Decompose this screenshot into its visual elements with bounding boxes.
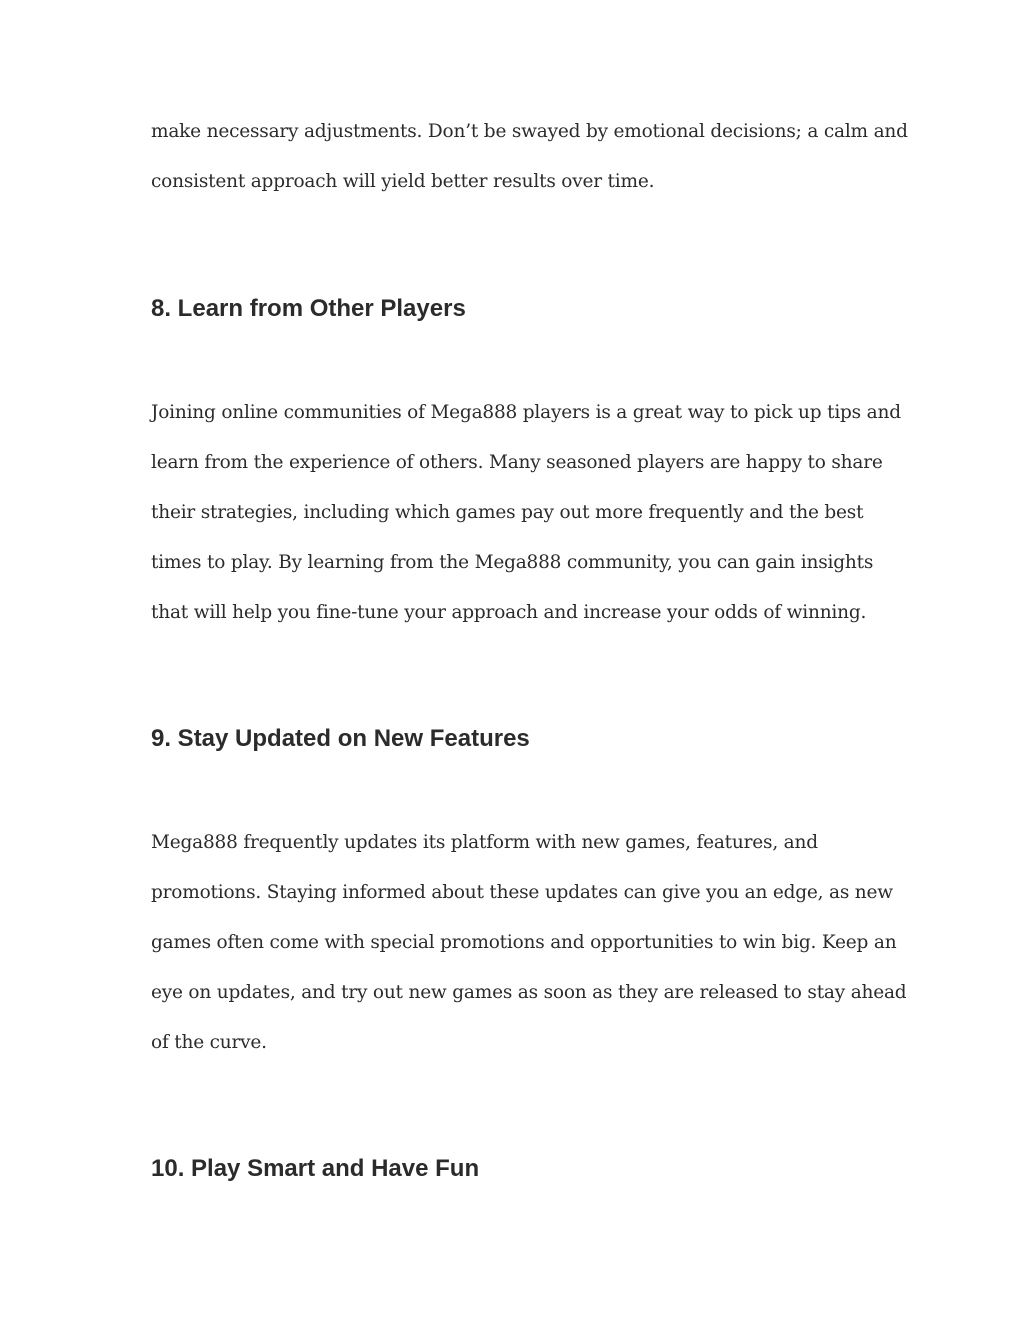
section-heading-learn-from-players: 8. Learn from Other Players: [151, 295, 466, 322]
paragraph-line: eye on updates, and try out new games as soon as they are released to stay ahead: [151, 982, 907, 1003]
paragraph-line: learn from the experience of others. Many seasoned players are happy to share: [151, 452, 883, 473]
paragraph-learn-from-players: [151, 388, 901, 638]
paragraph-intro: [151, 107, 908, 207]
paragraph-line: Joining online communities of Mega888 players is a great way to pick up tips and: [151, 402, 901, 423]
paragraph-stay-updated: [151, 818, 907, 1068]
paragraph-line: consistent approach will yield better results over time.: [151, 171, 655, 192]
paragraph-line: games often come with special promotions and opportunities to win big. Keep an: [151, 932, 897, 953]
section-heading-stay-updated: 9. Stay Updated on New Features: [151, 725, 530, 752]
section-heading-play-smart: 10. Play Smart and Have Fun: [151, 1155, 480, 1182]
paragraph-line: Mega888 frequently updates its platform with new games, features, and: [151, 832, 818, 853]
paragraph-line: of the curve.: [151, 1032, 267, 1053]
paragraph-line: promotions. Staying informed about these updates can give you an edge, as new: [151, 882, 893, 903]
paragraph-line: their strategies, including which games pay out more frequently and the best: [151, 502, 864, 523]
paragraph-line: that will help you fine-tune your approach and increase your odds of winning.: [151, 602, 867, 623]
paragraph-line: times to play. By learning from the Mega888 community, you can gain insights: [151, 552, 874, 573]
paragraph-line: make necessary adjustments. Don’t be swayed by emotional decisions; a calm and: [151, 121, 908, 142]
